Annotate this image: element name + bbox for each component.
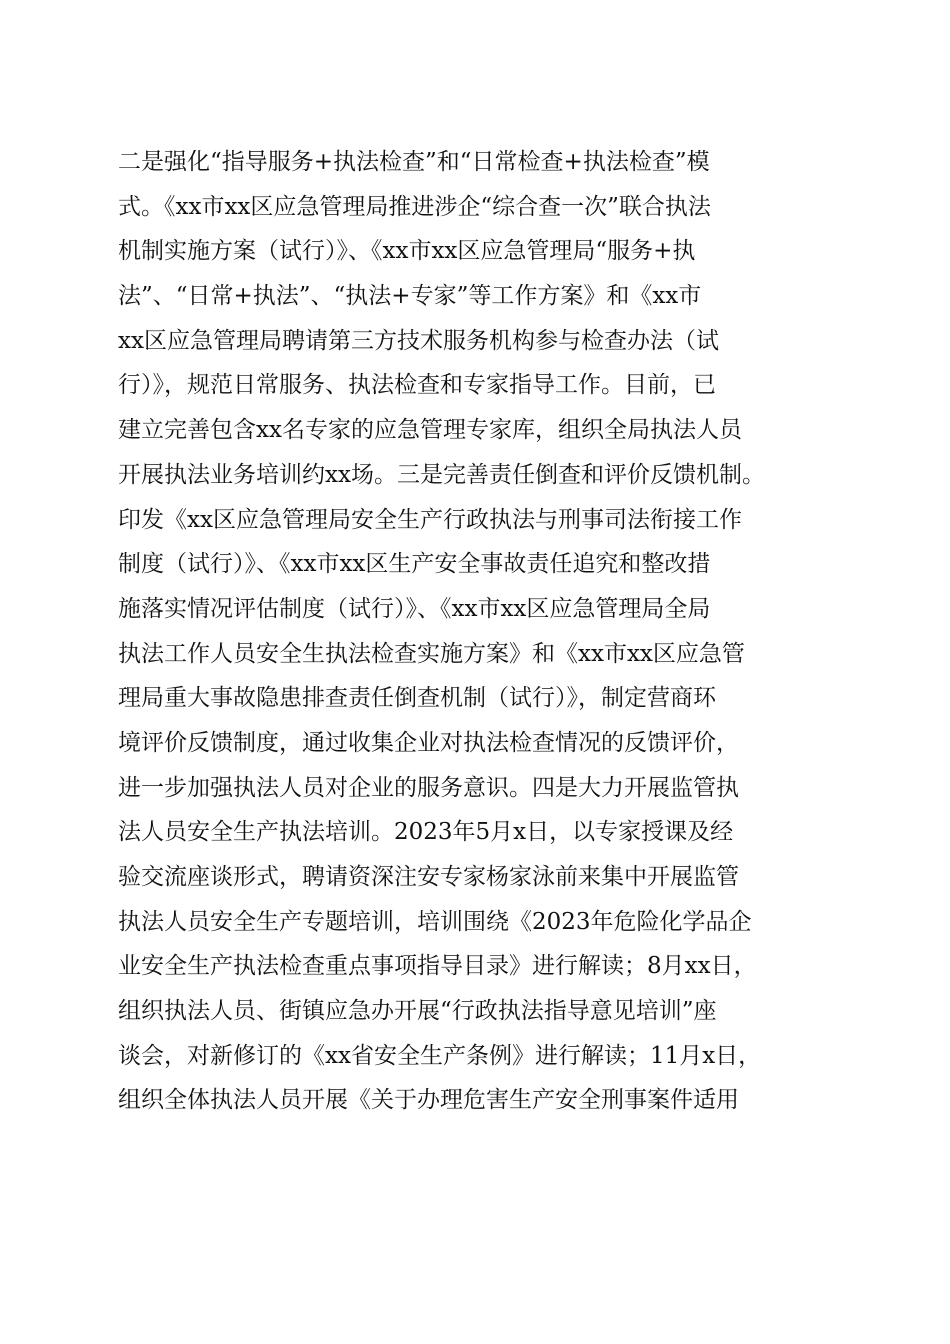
text-line: 法人员安全生产执法培训。2023年5月x日，以专家授课及经 — [118, 819, 734, 846]
text-line: 二是强化“指导服务+执法检查”和“日常检查+执法检查”模 — [118, 149, 710, 175]
text-line: 印发《xx区应急管理局安全生产行政执法与刑事司法衔接工作 — [118, 506, 742, 533]
text-line: xx区应急管理局聘请第三方技术服务机构参与检查办法（试 — [118, 327, 719, 354]
text-line: 建立完善包含xx名专家的应急管理专家库，组织全局执法人员 — [118, 417, 742, 444]
text-line: 验交流座谈形式，聘请资深注安专家杨家泳前来集中开展监管 — [118, 864, 739, 890]
text-line: 理局重大事故隐患排查责任倒查机制（试行）》，制定营商环 — [118, 685, 716, 712]
text-line: 行）》，规范日常服务、执法检查和专家指导工作。目前，已 — [118, 372, 716, 399]
text-line: 组织执法人员、街镇应急办开展“行政执法指导意见培训”座 — [118, 998, 717, 1025]
text-line: 组织全体执法人员开展《关于办理危害生产安全刑事案件适用 — [118, 1087, 739, 1114]
text-line: 执法工作人员安全生执法检查实施方案》和《xx市xx区应急管 — [118, 640, 745, 667]
text-line: 法”、“日常+执法”、“执法+专家”等工作方案》和《xx市 — [118, 283, 702, 310]
text-line: 业安全生产执法检查重点事项指导目录》进行解读；8月xx日， — [118, 953, 757, 980]
text-line: 执法人员安全生产专题培训，培训围绕《2023年危险化学品企 — [118, 908, 752, 935]
text-line: 开展执法业务培训约xx场。三是完善责任倒查和评价反馈机制。 — [118, 461, 765, 488]
text-line: 制度（试行）》、《xx市xx区生产安全事故责任追究和整改措 — [118, 551, 711, 578]
body-paragraph — [118, 140, 858, 1123]
text-line: 进一步加强执法人员对企业的服务意识。四是大力开展监管执 — [118, 774, 739, 801]
text-line: 式。《xx市xx区应急管理局推进涉企“综合查一次”联合执法 — [118, 193, 711, 220]
text-line: 机制实施方案（试行）》、《xx市xx区应急管理局“服务+执 — [118, 238, 696, 265]
text-line: 谈会，对新修订的《xx省安全生产条例》进行解读；11月x日， — [118, 1042, 762, 1069]
text-line: 施落实情况评估制度（试行）》、《xx市xx区应急管理局全局 — [118, 595, 711, 622]
text-line: 境评价反馈制度，通过收集企业对执法检查情况的反馈评价， — [118, 729, 739, 756]
